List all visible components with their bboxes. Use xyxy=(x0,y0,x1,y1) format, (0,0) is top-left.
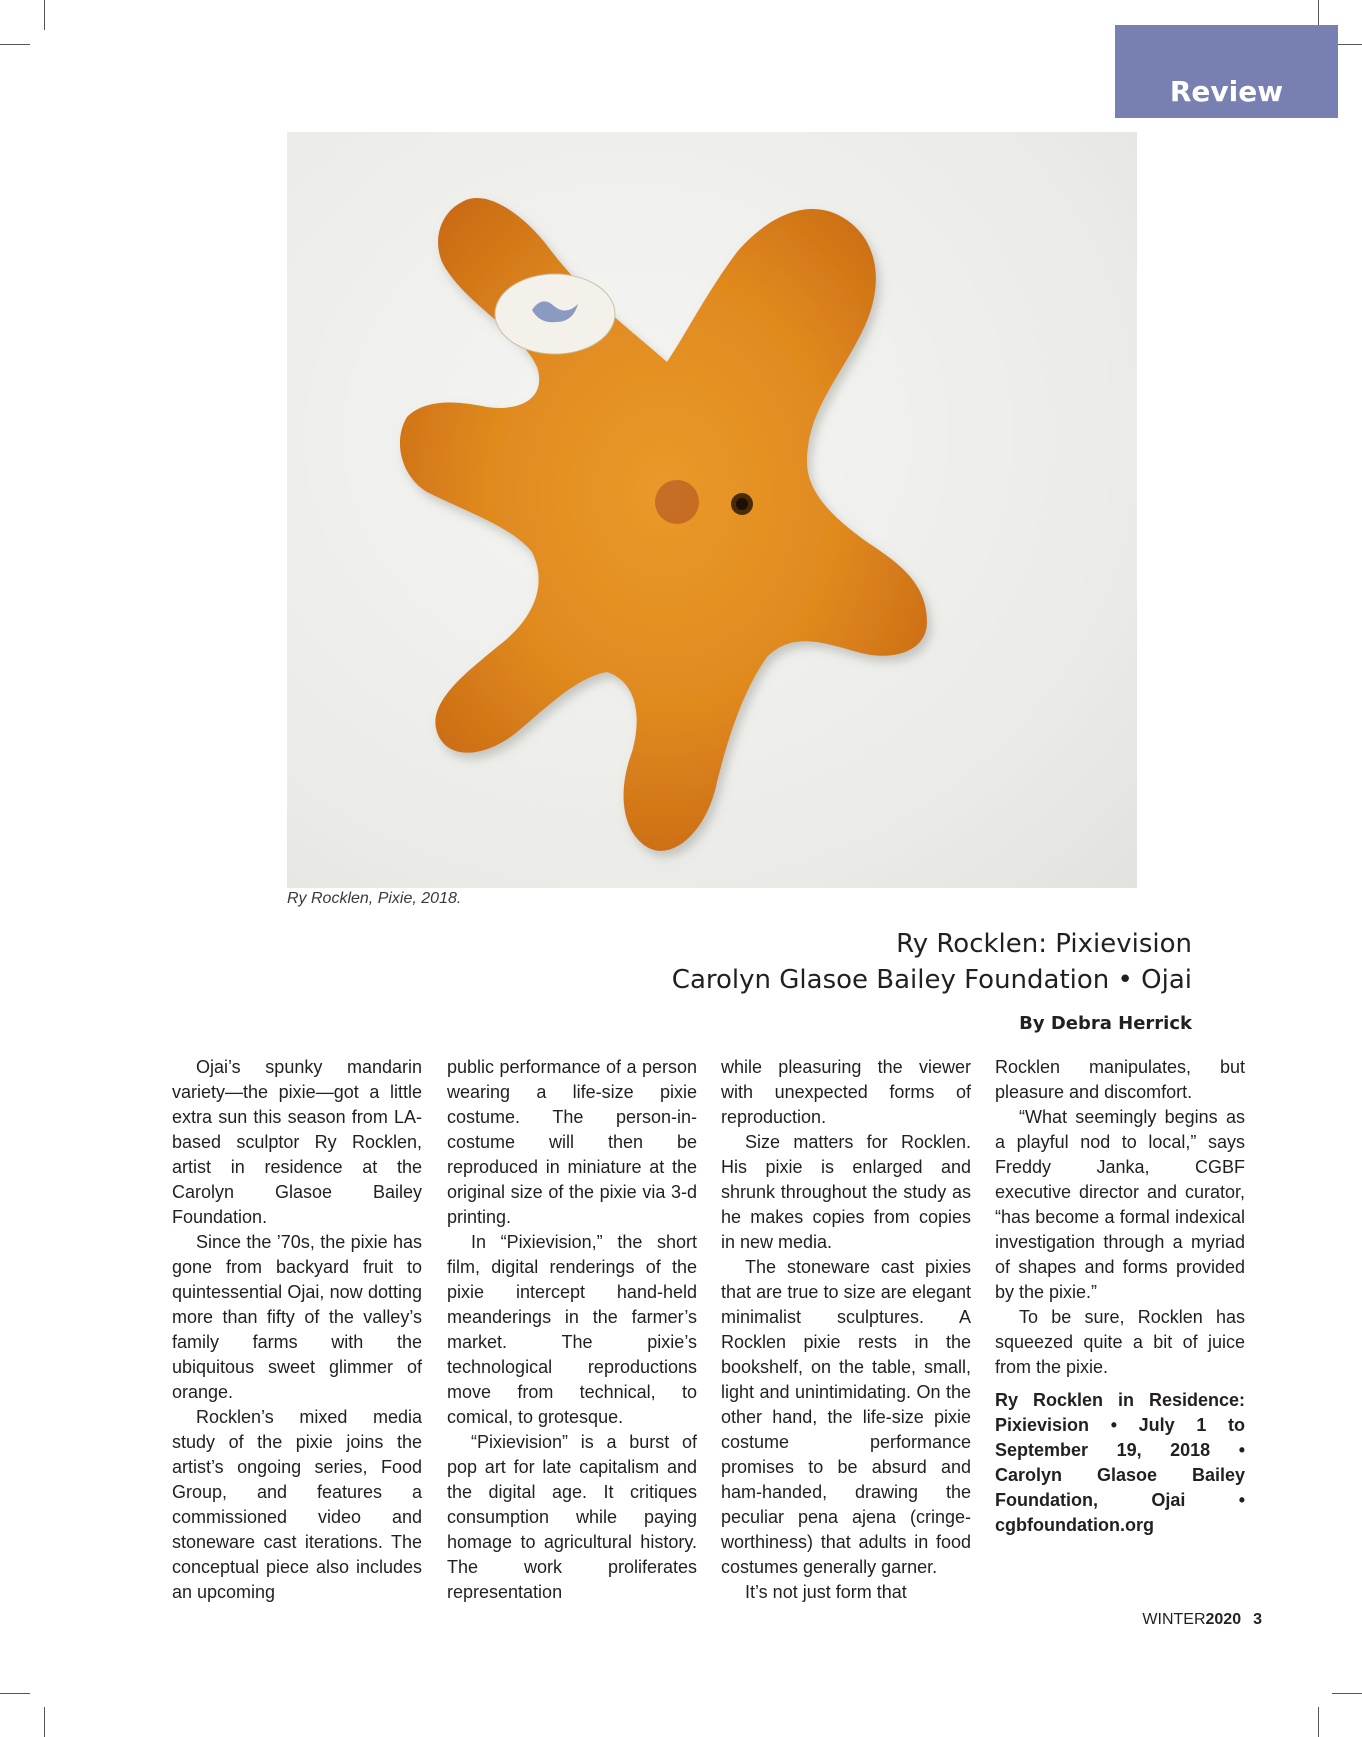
section-tab xyxy=(1115,25,1338,118)
article-column-3 xyxy=(721,1055,971,1605)
exhibition-info: Ry Rocklen in Residence: Pixievision • July 1 to September 19, 2018 • Carolyn Glasoe Bailey Foundation, Ojai • cgbfoundation.org xyxy=(995,1390,1245,1535)
paragraph: public performance of a person wearing a life-size pixie costume. The person-in-costume will then be reproduced in miniature at the original size of the pixie via 3-d printing. xyxy=(447,1057,697,1227)
paragraph: while pleasuring the viewer with unexpected forms of reproduction. xyxy=(721,1057,971,1127)
paragraph: Since the ’70s, the pixie has gone from backyard fruit to quintessential Ojai, now dotting more than fifty of the valley’s family farms with the ubiquitous sweet glimmer of orange. xyxy=(172,1232,422,1402)
article-column-2 xyxy=(447,1055,697,1605)
paragraph: Size matters for Rocklen. His pixie is enlarged and shrunk throughout the study as he makes copies from copies in new media. xyxy=(721,1132,971,1252)
paragraph: It’s not just form that xyxy=(745,1582,907,1602)
paragraph: “Pixievision” is a burst of pop art for late capitalism and the digital age. It critiques consumption while paying homage to agricultural history. The work proliferates representation xyxy=(447,1432,697,1602)
crop-mark xyxy=(0,1693,30,1694)
section-tab-label: Review xyxy=(1169,75,1284,108)
crop-mark xyxy=(44,0,45,30)
stem-hole-center xyxy=(736,498,748,510)
artwork-photo xyxy=(287,132,1137,888)
crop-mark xyxy=(1318,1707,1319,1737)
paragraph: Ojai’s spunky mandarin variety—the pixie—got a little extra sun this season from LA-based sculptor Ry Rocklen, artist in residence at the Carolyn Glasoe Bailey Foundation. xyxy=(172,1057,422,1227)
pixie-sculpture-image xyxy=(287,132,1137,888)
crop-mark xyxy=(44,1707,45,1737)
page-folio xyxy=(1142,1611,1262,1629)
folio-year: 2020 xyxy=(1205,1611,1242,1628)
paragraph: Rocklen manipulates, but pleasure and discomfort. xyxy=(995,1057,1245,1102)
article-headline xyxy=(672,926,1192,998)
article-column-1 xyxy=(172,1055,422,1605)
article-column-4 xyxy=(995,1055,1245,1538)
headline-title: Ry Rocklen: Pixievision xyxy=(896,929,1192,959)
page-number: 3 xyxy=(1253,1611,1262,1628)
bruise-mark xyxy=(655,480,699,524)
photo-caption: Ry Rocklen, Pixie, 2018. xyxy=(287,890,462,907)
headline-venue: Carolyn Glasoe Bailey Foundation • Ojai xyxy=(671,965,1192,995)
pixie-shape xyxy=(400,198,927,851)
paragraph: Rocklen’s mixed media study of the pixie joins the artist’s ongoing series, Food Group, and features a commissioned video and stoneware cast iterations. The conceptual piece also includes an upcoming xyxy=(172,1407,422,1602)
crop-mark xyxy=(1332,1693,1362,1694)
paragraph: “What seemingly begins as a playful nod to local,” says Freddy Janka, CGBF executive director and curator, “has become a formal indexical investigation through a myriad of shapes and forms provided by the pixie.” xyxy=(995,1107,1245,1302)
byline: By Debra Herrick xyxy=(1019,1013,1192,1034)
paragraph: To be sure, Rocklen has squeezed quite a bit of juice from the pixie. xyxy=(995,1307,1245,1377)
folio-season: WINTER xyxy=(1142,1611,1206,1628)
paragraph: In “Pixievision,” the short film, digital renderings of the pixie intercept hand-held meanderings in the farmer’s market. The pixie’s technological reproductions move from technical, to comical, to grotesque. xyxy=(447,1232,697,1427)
crop-mark xyxy=(0,44,30,45)
paragraph: The stoneware cast pixies that are true to size are elegant minimalist sculptures. A Rocklen pixie rests in the bookshelf, on the table, small, light and unintimidating. On the other hand, the life-size pixie costume performance promises to be absurd and ham-handed, drawing the peculiar pena ajena (cringe-worthiness) that adults in food costumes generally garner. xyxy=(721,1257,971,1577)
